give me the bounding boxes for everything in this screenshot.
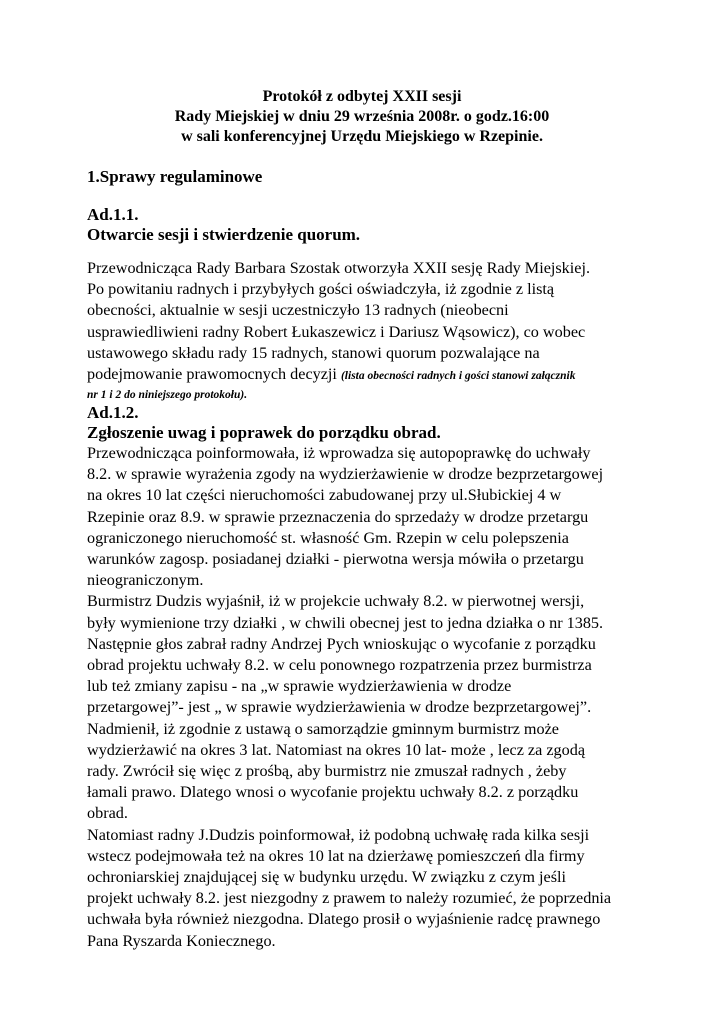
paragraph-line: ochroniarskiej znajdującej się w budynku urzędu. W związku z czym jeśli bbox=[87, 868, 567, 887]
paragraph-line-with-note bbox=[87, 364, 647, 387]
paragraph-line: Rzepinie oraz 8.9. w sprawie przeznaczenia do sprzedaży w drodze przetargu bbox=[87, 507, 589, 526]
ad-1-2-paragraph bbox=[87, 443, 647, 952]
paragraph-line: wydzierżawić na okres 3 lat. Natomiast na okres 10 lat- może , lecz za zgodą bbox=[87, 740, 586, 759]
paragraph-line: Przewodnicząca poinformowała, iż wprowadza się autopoprawkę do uchwały bbox=[87, 444, 591, 462]
title-line-2: Rady Miejskiej w dniu 29 września 2008r. o godz.16:00 bbox=[174, 108, 550, 125]
paragraph-line: Pana Ryszarda Koniecznego. bbox=[87, 931, 276, 950]
paragraph-line: 8.2. w sprawie wyrażenia zgody na wydzierżawienie w drodze bezprzetargowej bbox=[87, 465, 604, 484]
paragraph-line: rady. Zwrócił się więc z prośbą, aby burmistrz nie zmuszał radnych , żeby bbox=[87, 762, 567, 781]
paragraph-line: Natomiast radny J.Dudzis poinformował, iż podobną uchwałę rada kilka sesji bbox=[87, 825, 590, 844]
paragraph-line: ograniczonego nieruchomość st. własność Gm. Rzepin w celu polepszenia bbox=[87, 528, 569, 547]
paragraph-line: obrad. bbox=[87, 804, 128, 823]
paragraph-line: uchwała była również niezgodna. Dlatego prosił o wyjaśnienie radcę prawnego bbox=[87, 910, 601, 929]
paragraph-line: ustawowego składu rady 15 radnych, stanowi quorum pozwalające na bbox=[87, 343, 540, 362]
paragraph-line: lub też zmiany zapisu - na „w sprawie wydzierżawienia w drodze bbox=[87, 677, 512, 696]
title-line-3: w sali konferencyjnej Urzędu Miejskiego w Rzepinie. bbox=[181, 128, 543, 145]
paragraph-line: Nadmienił, iż zgodnie z ustawą o samorządzie gminnym burmistrz może bbox=[87, 719, 559, 738]
paragraph-line: nieograniczonym. bbox=[87, 571, 204, 590]
paragraph-line: na okres 10 lat części nieruchomości zabudowanej przy ul.Słubickiej 4 w bbox=[87, 486, 562, 505]
ad-1-2-heading: Zgłoszenie uwag i poprawek do porządku obrad. bbox=[87, 423, 441, 442]
paragraph-line: wstecz podejmowała też na okres 10 lat na dzierżawę pomieszczeń dla firmy bbox=[87, 846, 585, 865]
paragraph-line: Następnie głos zabrał radny Andrzej Pych wnioskując o wycofanie z porządku bbox=[87, 634, 596, 653]
ad-1-1-heading: Otwarcie sesji i stwierdzenie quorum. bbox=[87, 225, 361, 244]
paragraph-line: Po powitaniu radnych i przybyłych gości oświadczyła, iż zgodnie z listą bbox=[87, 280, 555, 299]
paragraph-line: przetargowej”- jest „ w sprawie wydzierżawienia w drodze bezprzetargowej”. bbox=[87, 698, 592, 717]
paragraph-line: Burmistrz Dudzis wyjaśnił, iż w projekcie uchwały 8.2. w pierwotnej wersji, bbox=[87, 592, 585, 611]
paragraph-line: warunków zagosp. posiadanej działki - pierwotna wersja mówiła o przetargu bbox=[87, 550, 584, 569]
document-title bbox=[60, 87, 664, 147]
attachment-note-2: nr 1 i 2 do niniejszego protokołu). bbox=[87, 389, 248, 402]
paragraph-line: obecności, aktualnie w sesji uczestniczyło 13 radnych (nieobecni bbox=[87, 301, 509, 320]
ad-1-1-number: Ad.1.1. bbox=[87, 205, 139, 224]
paragraph-line: były wymienione trzy działki , w chwili obecnej jest to jedna działka o nr 1385. bbox=[87, 613, 604, 632]
title-line-1: Protokół z odbytej XXII sesji bbox=[262, 88, 462, 105]
attachment-note-1: (lista obecności radnych i gości stanowi załącznik bbox=[340, 370, 576, 383]
paragraph-line: łamali prawo. Dlatego wnosi o wycofanie projektu uchwały 8.2. z porządku bbox=[87, 783, 579, 802]
ad-1-2-number: Ad.1.2. bbox=[87, 403, 139, 422]
ad-1-1-paragraph bbox=[87, 258, 647, 403]
paragraph-text: podejmowanie prawomocnych decyzji bbox=[87, 365, 341, 384]
section-heading-sprawy-regulaminowe: 1.Sprawy regulaminowe bbox=[87, 167, 263, 186]
paragraph-line: Przewodnicząca Rady Barbara Szostak otworzyła XXII sesję Rady Miejskiej. bbox=[87, 259, 590, 277]
paragraph-line: projekt uchwały 8.2. jest niezgodny z prawem to należy rozumieć, że poprzednia bbox=[87, 889, 612, 908]
paragraph-line: usprawiedliwieni radny Robert Łukaszewicz i Dariusz Wąsowicz), co wobec bbox=[87, 322, 586, 341]
paragraph-line: obrad projektu uchwały 8.2. w celu ponownego rozpatrzenia przez burmistrza bbox=[87, 656, 592, 675]
